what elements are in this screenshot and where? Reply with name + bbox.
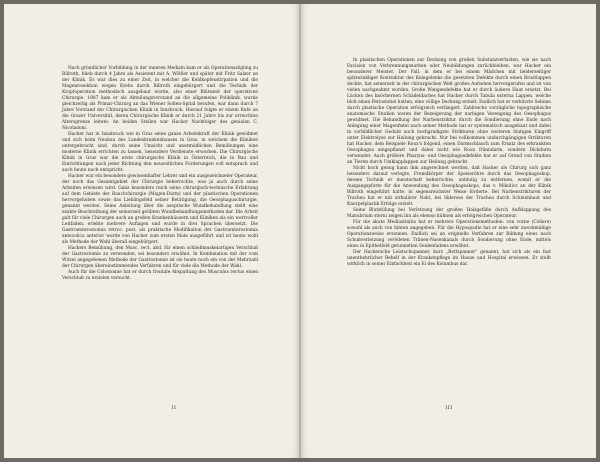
left-page	[4, 4, 299, 458]
paragraph: Nach gründlicher Vorbildung in der inneren Medizin kam er als Operationszögling zu Billroth, blieb durch 4 Jahre als Assistent mit A. Wölfler und später mit Fritz Salzer an der Klinik. Es war dies zu einer Zeit, in welcher die Kehlkopfexstirpation und die Magenresektion wegen Krebs durch Billroth eingebürgert und die Technik der Kropfoperation methodisch ausgebaut wurde, also einer Blütezeit der operativen Chirurgie. 1887 kam er als Abteilungsvorstand an die allgemeine Poliklinik, wurde gleichzeitig als Primar-Chirurg an das Wiener Sofien-Spital berufen, war dann durch 7 Jahre Vorstand der Chirurgischen Klinik in Innsbruck. Hierauf folgte er einem Rufe an die Grazer Universität, deren Chirurgische Klinik er durch 21 Jahre bis zur erreichten Altersgrenze leitete. An beiden Stellen war Hacker Nachfolger des genialen C. Nicoladoni.	[62, 66, 258, 131]
page-number: II	[171, 405, 177, 411]
paragraph: Hacker war ein besonders gewissenhafter Lehrer und ein ausgezeichneter Operateur, der noch das Gesamtgebiet der Chirurgie beherrschte, was ja auch durch seine Arbeiten erwiesen wird. Ganz besonders reich seine chirurgisch-technische Erfahrung auf dem Gebiete der Bauchchirurgie (Magen-Darm) und der plastischen Operationen hervorgehoben sowie das Lieblingsfeld seiner Betätigung, die Oesophaguschirurgie, genannt werden. Seine Anleitung über die aseptische Wundbehandlung stellt eine exakte Beschreibung der seinerzeit geübten Wundbehandlungsmethoden dar. Die Arbeit galt für viele Chirurgen auch an großen Krankenhäusern und Kliniken als ein wertvoller Leitfaden, erlebte mehrere Auflagen und wurde in drei Sprachen übersetzt. Die Gastroenterostomia retroc. post. als praktische Modifikation der Gastroenterostomia antecolica anterior wurde von Hacker zum ersten Male ausgeführt und ist heute wohl als Methode der Wahl überall eingebürgert.	[62, 174, 258, 245]
paragraph: Der Hackersche Leistschopanner, kurz „Bettspanner" genannt, hat sich als ein fast unentbehrlicher Behelf in der Krankenpflege im Hause und Hospital erwiesen. Er stellt wirklich in seiner Einfachheit ein Ei des Kolumbus dar.	[347, 250, 551, 267]
right-page	[301, 4, 596, 458]
paragraph: Seine Blutstillung bei Verletzung der großen Halsgefäße durch Aufklappung des Manubrium sterni zeigen ihn als ebenso kühnen als erfolgreichen Operateur.	[347, 208, 551, 219]
paragraph: Für die akute Mediastinitis hat er mehrere Operationsmethoden: von vorne (Collare) sowohl als auch von hinten angegeben. Für die Hypospadie hat er eine sehr zweckmäßige Operationsweise ersonnen. Endlich sei an originelle Verfahren zur Bildung eines nach Schußverletzung verödeten Tränen-Nasenkanals durch Sondierung ohne Ende, mittels eines in Epithelfeld getunnelten Seidenfadens erwähnt.	[347, 220, 551, 249]
paragraph: Hacker hat in Innsbruck wie in Graz seine ganze Arbeitskraft der Klinik gewidmet und sich beim Neubau des Landeskrankenhauses in Graz, in welchem die Kliniken untergebracht sind, durch seine Umsicht und unermüdlichen Bemühungen eine moderne Klinik errichten zu lassen, besondere Verdienste erworben. Die Chirurgische Klinik in Graz war die erste chirurgische Klinik in Österreich, die in Bau und Einrichtungen nach jeder Richtung den neuzeitlichen Forderungen voll entsprach und auch heute noch entspricht.	[62, 132, 258, 173]
left-page-text	[62, 66, 258, 282]
book-spread	[4, 4, 596, 458]
page-number: III	[445, 405, 453, 411]
right-page-text	[347, 58, 551, 268]
paragraph: Nicht hoch genug kann ihm angerechnet werden, daß Hacker als Chirurg sich ganz besonders darauf verlegte, Fremdkörper der Speiseröhre durch das Oesophagoskop, dessen Technik er meisterhaft beherrschte, unblutig zu entfernen, womit er die Ausgangspforte für die Anwendung des Oesophagoskops, das v. Mikulicz an der Klinik Billroth eingeführt hatte, in segensreichster Weise förderte. Bei Narbenstrikturen der Trachea hat er mit zirkulärer Naht, bei Sklerose der Trachea durch Schleimhaut und Knorpelplastik Erfolge erzielt.	[347, 166, 551, 207]
paragraph: In plastischen Operationen zur Deckung von großen Substanzverlusten, wie sie nach Excision von Verbrennungsnarben oder Neubildungen zurückbleiben, war Hacker ein besonderer Meister. Der Fall, in dem er bei einem Mädchen mit beiderseitiger spitzwinkliger Kontraktur des Kniegelenks die gesetzten Defekte durch einen Brustlappen deckte, hat seinerzeit in der chirurgischen Welt großes Aufsehen hervorgerufen und ist von vielen nachgeahmt worden. Große Wangendefekte hat er durch äußere Haut ersetzt. Bei Lücken des knöchernen Schädeldaches hat Hacker durch Tabula externa Lappen, welche bloß einen Perioststiel hatten, eine völlige Deckung erzielt. Endlich hat er verkürzte Sehnen durch plastische Operation erfolgreich verlängert. Zahlreiche vorzügliche topographische anatomische Studien waren der Bezeigerung der narbigen Verengung des Oesophagus gewidmet. Die Behandlung der Narbenstriktur durch die Sondierung ohne Ende nach Anlegung einer Magenfistel nach seiner Methode hat er systematisch ausgebaut und dabei in vorbildlicher Geduld auch hochgradigste Strikturen ohne weiteren blutigen Eingriff unter Elektrolyse zur Heilung gebracht. Nur bei vollkommen undurchgängigen Strikturen hat Hacker, dem Beispiele Roux's folgend, einen Darmschlauch zum Ersatz des erkrankten Oesophagus eingepflanzt und dabei nicht wie Roux Dünndarm, sondern Dickdarm verwendet. Auch größere Pharynx- und Oesophagusdefekte hat er auf Grund von Studien an Tieren durch Umklapplappen zur Heilung gebracht.	[347, 58, 551, 165]
paragraph: Hackers Bemühung, den Musc. rect. abd. für einen schließmuskelartigen Verschluß der Gastrostomie zu verwenden, sei besonders erwähnt. In Kombination mit der vom Witzel angegebenen Methode der Gastrostomie ist sie heute noch ein von der Mehrzahl der Chirurgen übereinstimmendes Verfahren und für viele die Methode der Wahl.	[62, 246, 258, 269]
paragraph: Auch für die Colostomie hat er durch frontale Abspaltung des Musculus rectus einen Verschluß zu erzielen versucht.	[62, 270, 258, 281]
